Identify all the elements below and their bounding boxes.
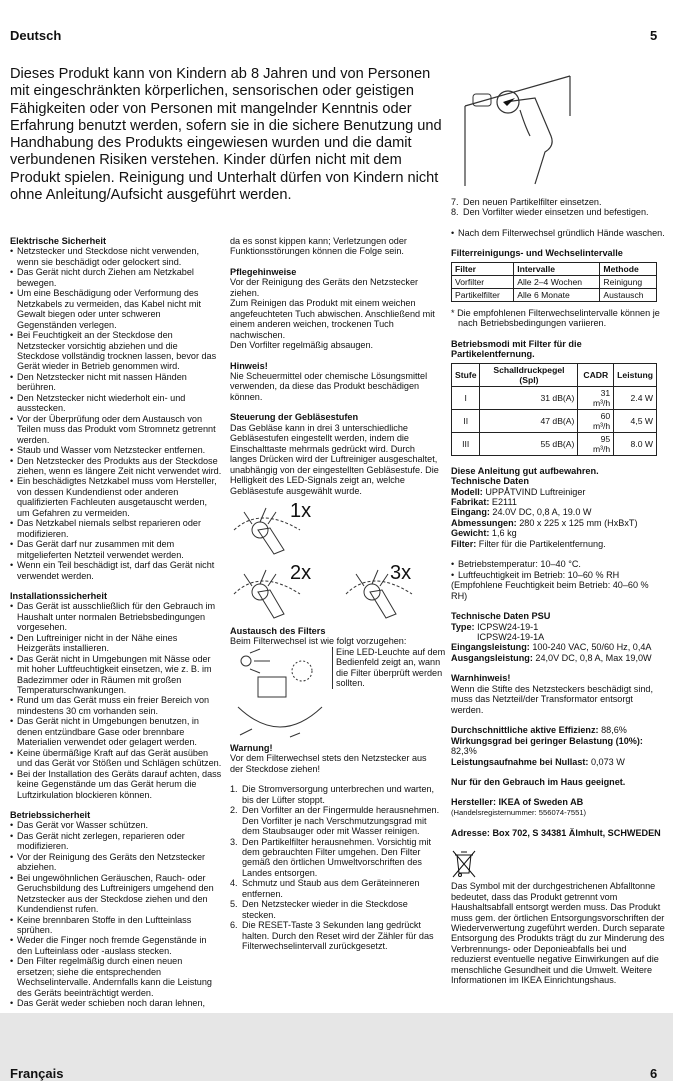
step-text: Den neuen Partikelfilter einsetzen. xyxy=(463,197,602,207)
table-cell: 47 dB(A) xyxy=(480,409,578,432)
warning-title: Warnung! xyxy=(230,742,273,753)
tech-key: Eingang: xyxy=(451,507,490,518)
section-title-fan: Steuerung der Gebläsestufen xyxy=(230,412,359,423)
table-cell: II xyxy=(452,409,480,432)
table-cell: Alle 6 Monate xyxy=(514,288,600,301)
interval-footnote: * Die empfohlenen Filterwechselintervalle können je nach Betriebsbedingungen variieren. xyxy=(451,307,660,329)
table-row xyxy=(452,275,657,288)
crossed-bin-icon xyxy=(451,849,477,879)
electrical-item: • Wenn ein Teil beschädigt ist, darf das Gerät nicht verwendet werden. xyxy=(10,560,222,581)
indoor-only: Nur für den Gebrauch im Haus geeignet. xyxy=(451,776,626,787)
table-cell: III xyxy=(452,432,480,455)
electrical-item: • Um eine Beschädigung oder Verformung des Netzkabels zu vermeiden, das Kabel nicht mit Gewalt biegen oder unter schweren Gegenständen verlegen. xyxy=(10,288,222,330)
operation-item: • Vor der Reinigung des Geräts den Netzstecker abziehen. xyxy=(10,852,222,873)
tech-value: UPPÅTVIND Luftreiniger xyxy=(482,486,586,497)
filter-step xyxy=(230,784,442,805)
press-once-illustration xyxy=(230,500,442,556)
filter-led-note: Eine LED-Leuchte auf dem Bedienfeld zeigt an, wann die Filter überprüft werden sollten. xyxy=(332,647,448,689)
electrical-item: • Das Gerät nicht durch Ziehen am Netzkabel bewegen. xyxy=(10,267,222,288)
psu-type-label: Type: xyxy=(451,621,475,632)
low-load-value: 82,3% xyxy=(451,746,477,757)
filter-step xyxy=(230,837,442,879)
operation-item: • Bei ungewöhnlichen Geräuschen, Rauch- oder Geruchsbildung des Luftreinigers umgehend den Netzstecker aus der Steckdose ziehen und den Kundendienst rufen. xyxy=(10,873,222,915)
installation-item: • Den Luftreiniger nicht in der Nähe eines Heizgeräts installieren. xyxy=(10,633,222,654)
humidity-note: (Empfohlene Feuchtigkeit beim Betrieb: 40–60 % RH) xyxy=(451,580,649,601)
tech-value: 1,6 kg xyxy=(489,528,517,539)
press-label-1x: 1x xyxy=(290,499,312,522)
press-multiple-illustration xyxy=(230,560,442,622)
psu-output-value: 24,0V DC, 0,8 A, Max 19,0W xyxy=(532,652,652,663)
table-cell: 31 m³/h xyxy=(578,386,614,409)
manufacturer-reg: (Handelsregisternummer: 556074-7551) xyxy=(451,807,587,817)
tech-value: E2111 xyxy=(489,496,517,507)
operation-item: • Das Gerät vor Wasser schützen. xyxy=(10,820,222,830)
step-text: Schmutz und Staub aus dem Geräteinneren entfernen. xyxy=(242,878,420,899)
tech-value: 280 x 225 x 125 mm (HxBxT) xyxy=(516,517,638,528)
tech-bullet: • Luftfeuchtigkeit im Betrieb: 10–60 % RH xyxy=(451,570,665,580)
table-row xyxy=(452,432,657,455)
notice-text: Nie Scheuermittel oder chemische Lösungsmittel verwenden, da diese das Produkt beschädigen können. xyxy=(230,370,428,402)
tech-key: Fabrikat: xyxy=(451,496,490,507)
operation-item: • Weder die Finger noch fremde Gegenstände in den Lufteinlass oder -auslass stecken. xyxy=(10,935,222,956)
section-title-operation: Betriebssicherheit xyxy=(10,810,91,821)
interval-table-title: Filterreinigungs- und Wechselintervalle xyxy=(451,248,623,259)
table-cell: Partikelfilter xyxy=(452,288,514,301)
tech-bullet: • Betriebstemperatur: 10–40 °C. xyxy=(451,559,665,569)
column-3 xyxy=(451,197,665,986)
operation-item: • Keine brennbaren Stoffe in den Luftteinlass sprühen. xyxy=(10,915,222,936)
table-cell: Reinigung xyxy=(600,275,657,288)
tech-row xyxy=(451,528,665,538)
electrical-item: • Das Gerät darf nur zusammen mit dem mitgelieferten Netzteil verwendet werden. xyxy=(10,539,222,560)
filter-step xyxy=(230,878,442,899)
tech-row xyxy=(451,539,665,549)
installation-item: • Bei der Installation des Geräts darauf achten, dass keine Gegenstände um das Gerät herum die Luftzirkulation blockieren können. xyxy=(10,769,222,800)
step-text: Den Vorfilter an der Fingermulde herausnehmen. Den Vorfilter je nach Verschmutzungsgrad mit dem Staubsauger oder mit Wasser reinigen. xyxy=(242,805,440,837)
header-page-number: 5 xyxy=(650,28,658,43)
table-cell: 95 m³/h xyxy=(578,432,614,455)
operation-list xyxy=(10,820,222,1008)
table-cell: 4,5 W xyxy=(614,409,657,432)
table-cell: 8.0 W xyxy=(614,432,657,455)
footer-language: Français xyxy=(10,1066,64,1081)
table-header: Filter xyxy=(452,262,514,275)
operation-item: • Den Filter regelmäßig durch einen neuen ersetzen; siehe die entsprechenden Wechselintervalle. Andernfalls kann die Leistung des Geräts beeinträchtigt werden. xyxy=(10,956,222,998)
tech-key: Filter: xyxy=(451,538,477,549)
interval-table xyxy=(451,262,657,302)
efficiency-value: 88,6% xyxy=(598,725,627,736)
keep-instructions: Diese Anleitung gut aufbewahren. xyxy=(451,465,599,476)
reset-button-illustration xyxy=(455,66,575,190)
header-language: Deutsch xyxy=(10,28,62,43)
table-cell: 55 dB(A) xyxy=(480,432,578,455)
efficiency-label: Durchschnittliche aktive Effizienz: xyxy=(451,725,599,736)
modes-table-title: Betriebsmodi mit Filter für die Partikelentfernung. xyxy=(451,338,582,360)
step-number: 5. xyxy=(230,899,238,910)
electrical-item: • Staub und Wasser vom Netzstecker entfernen. xyxy=(10,445,222,455)
operation-item: • Das Gerät weder schieben noch daran lehnen, xyxy=(10,998,222,1008)
press-label-3x: 3x xyxy=(390,561,412,584)
table-cell: Alle 2–4 Wochen xyxy=(514,275,600,288)
care-line: Vor der Reinigung des Geräts den Netzstecker ziehen. xyxy=(230,277,419,298)
table-cell: 60 m³/h xyxy=(578,409,614,432)
psu-warning-text: Wenn die Stifte des Netzsteckers beschädigt sind, muss das Netzteil/der Transformator entsorgt werden. xyxy=(451,683,654,715)
section-title-installation: Installationssicherheit xyxy=(10,590,108,601)
installation-item: • Das Gerät nicht in Umgebungen benutzen, in denen entzündbare Gase oder brennbare Materialien verwendet oder gelagert werden. xyxy=(10,716,222,747)
filter-led-block xyxy=(230,646,446,743)
installation-item: • Das Gerät nicht in Umgebungen mit Nässe oder mit hoher Luftfeuchtigkeit einsetzen, wie z. B. im Badezimmer oder in Räumen mit großen Temperaturschwankungen. xyxy=(10,654,222,696)
filter-steps xyxy=(230,784,442,951)
tech-row xyxy=(451,487,665,497)
table-cell: Vorfilter xyxy=(452,275,514,288)
step-text: Die RESET-Taste 3 Sekunden lang gedrückt halten. Durch den Reset wird der Zähler für das Filterwechselintervall zurückgesetzt. xyxy=(242,920,434,952)
psu-title: Technische Daten PSU xyxy=(451,611,551,622)
step-number: 2. xyxy=(230,805,238,816)
filter-steps-continued xyxy=(451,197,665,218)
tech-key: Modell: xyxy=(451,486,483,497)
table-row xyxy=(452,386,657,409)
step-text: Den Netzstecker wieder in die Steckdose stecken. xyxy=(242,899,408,920)
psu-output-label: Ausgangsleistung: xyxy=(451,652,533,663)
electrical-item: • Den Netzstecker nicht wiederholt ein- und ausstecken. xyxy=(10,393,222,414)
table-cell: 2.4 W xyxy=(614,386,657,409)
section-title-filter-change: Austausch des Filters xyxy=(230,625,326,636)
care-line: Zum Reinigen das Produkt mit einem weichen angefeuchteten Tuch abwischen. Anschließend mit einem anderen weichen, trockenen Tuch nachwischen. xyxy=(230,298,435,340)
electrical-item: • Den Netzstecker nicht mit nassen Händen berühren. xyxy=(10,372,222,393)
filter-step xyxy=(230,805,442,836)
installation-item: • Rund um das Gerät muss ein freier Bereich von mindestens 30 cm vorhanden sein. xyxy=(10,695,222,716)
table-header: CADR xyxy=(578,363,614,386)
section-title-electrical: Elektrische Sicherheit xyxy=(10,236,107,246)
electrical-item: • Das Netzkabel niemals selbst reparieren oder modifizieren. xyxy=(10,518,222,539)
filter-step xyxy=(451,207,665,217)
table-cell: I xyxy=(452,386,480,409)
filter-indicator-illustration xyxy=(230,647,330,743)
electrical-item: • Netzstecker und Steckdose nicht verwenden, wenn sie beschädigt oder gelockert sind. xyxy=(10,246,222,267)
tech-value: Filter für die Partikelentfernung. xyxy=(476,538,606,549)
modes-table xyxy=(451,363,657,456)
step-text: Den Vorfilter wieder einsetzen und befestigen. xyxy=(463,207,649,218)
intro-warning: Dieses Produkt kann von Kindern ab 8 Jahren und von Personen mit eingeschränkten körperlichen, sensorischen oder geistigen Fähigkeiten oder von Personen mit mangelnder Kenntnis oder Erfahrung benutzt werden, sofern sie in die sichere Benutzung und Handhabung des Produkts eingewiesen wurden und die damit verbundenen Risiken verstehen. Kinder dürfen nicht mit dem Produkt spielen. Reinigung und Unterhalt dürfen von Kindern nicht ohne Anleitung/Aufsicht ausgeführt werden. xyxy=(10,66,442,204)
tech-row xyxy=(451,518,665,528)
low-load-label: Wirkungsgrad bei geringer Belastung (10%): xyxy=(451,735,643,746)
tech-row xyxy=(451,497,665,507)
psu-warning-title: Warnhinweis! xyxy=(451,673,511,684)
no-load-label: Leistungsaufnahme bei Nullast: xyxy=(451,756,589,767)
tech-value: 24.0V DC, 0,8 A, 19.0 W xyxy=(489,507,592,518)
filter-step xyxy=(230,899,442,920)
tech-key: Abmessungen: xyxy=(451,517,517,528)
table-cell: 31 dB(A) xyxy=(480,386,578,409)
step-number: 6. xyxy=(230,920,238,931)
table-header: Intervalle xyxy=(514,262,600,275)
manufacturer-label: Hersteller: xyxy=(451,797,496,808)
step-number: 4. xyxy=(230,878,238,889)
electrical-item: • Ein beschädigtes Netzkabel muss vom Hersteller, von dessen Kundendienst oder anderen qualifizierten Fachleuten ausgetauscht werden, um Gefahren zu vermeiden. xyxy=(10,476,222,518)
step-number: 8. xyxy=(451,207,459,218)
continuation-text: da es sonst kippen kann; Verletzungen oder Funktionsstörungen können die Folge sein. xyxy=(230,236,407,257)
table-cell: Austausch xyxy=(600,288,657,301)
tech-specs xyxy=(451,487,665,550)
table-header: Stufe xyxy=(452,363,480,386)
section-title-care: Pflegehinweise xyxy=(230,266,297,277)
filter-step xyxy=(230,920,442,951)
installation-item: • Das Gerät ist ausschließlich für den Gebrauch im Haushalt unter normalen Betriebsbedingungen vorgesehen. xyxy=(10,601,222,632)
manufacturer-address: Adresse: Box 702, S 34381 Älmhult, SCHWEDEN xyxy=(451,828,661,839)
electrical-item: • Den Netzstecker des Produkts aus der Steckdose ziehen, wenn es längere Zeit nicht verwendet wird. xyxy=(10,456,222,477)
table-row xyxy=(452,288,657,301)
tech-bullets xyxy=(451,559,665,580)
column-2 xyxy=(230,236,446,952)
tech-title: Technische Daten xyxy=(451,476,529,487)
warning-text: Vor dem Filterwechsel stets den Netzstecker aus der Steckdose ziehen! xyxy=(230,753,427,774)
tech-row xyxy=(451,507,665,517)
step-text: Den Partikelfilter herausnehmen. Vorsichtig mit dem gebrauchten Filter umgehen. Den Filter gemäß den örtlichen Umweltvorschriften des Landes entsorgen. xyxy=(242,836,432,878)
filter-step xyxy=(451,197,665,207)
table-header: Leistung xyxy=(614,363,657,386)
psu-type-1: ICPSW24-19-1 xyxy=(477,621,539,632)
operation-item: • Das Gerät nicht zerlegen, reparieren oder modifizieren. xyxy=(10,831,222,852)
filter-change-intro: Beim Filterwechsel ist wie folgt vorzugehen: xyxy=(230,636,407,647)
psu-input-value: 100-240 VAC, 50/60 Hz, 0,4A xyxy=(529,642,652,653)
fan-text: Das Gebläse kann in drei 3 unterschiedliche Gebläsestufen eingestellt werden, indem die Einschalttaste mehrmals gedrückt wird. Durch langes Drücken wird der Luftreiniger ausgeschaltet, unabhängig von der eingestellten Gebläsestufe. Die Helligkeit des LED-Signals zeigt an, welche Gebläsestufe ausgewählt wurde. xyxy=(230,422,439,496)
installation-item: • Keine übermäßige Kraft auf das Gerät ausüben und das Gerät vor Stößen und Schlägen schützen. xyxy=(10,748,222,769)
care-line: Den Vorfilter regelmäßig absaugen. xyxy=(230,340,374,351)
installation-list xyxy=(10,601,222,800)
psu-input-label: Eingangsleistung: xyxy=(451,642,530,653)
manufacturer-name: IKEA of Sweden AB xyxy=(496,797,584,808)
table-header: Methode xyxy=(600,262,657,275)
table-header: Schalldruckpegel (Spl) xyxy=(480,363,578,386)
electrical-item: • Vor der Überprüfung oder dem Austausch von Teilen muss das Produkt vom Stromnetz getrennt werden. xyxy=(10,414,222,445)
table-row xyxy=(452,409,657,432)
electrical-item: • Bei Feuchtigkeit an der Steckdose den Netzstecker vorsichtig abziehen und die Steckdose vollständig trocknen lassen, bevor das Gerät wieder in Betrieb genommen wird. xyxy=(10,330,222,372)
step-number: 7. xyxy=(451,197,459,207)
press-label-2x: 2x xyxy=(290,561,312,584)
wash-hands-note: • Nach dem Filterwechsel gründlich Hände waschen. xyxy=(451,228,665,238)
no-load-value: 0,073 W xyxy=(588,756,625,767)
step-number: 1. xyxy=(230,784,238,795)
footer-page-number: 6 xyxy=(650,1066,658,1081)
psu-type-2: ICPSW24-19-1A xyxy=(477,631,545,642)
column-1 xyxy=(10,236,222,1009)
step-text: Die Stromversorgung unterbrechen und warten, bis der Lüfter stoppt. xyxy=(242,784,435,805)
electrical-list xyxy=(10,246,222,581)
tech-key: Gewicht: xyxy=(451,528,490,539)
section-title-notice: Hinweis! xyxy=(230,360,268,371)
disposal-text: Das Symbol mit der durchgestrichenen Abfalltonne bedeutet, dass das Produkt getrennt vom Haushaltsabfall entsorgt werden muss. Das Produkt muss gem. der örtlichen Entsorgungsvorschriften der Wiederverwertung zugeführt werden. Durch separate Entsorgung des Produkts trägt du zur Minderung des Verbrennungs- oder Deponieabfalls bei und reduzierst eventuelle negative Einwirkungen auf die menschliche Gesundheit und die Umwelt. Weitere Informationen im IKEA Einrichtungshaus. xyxy=(451,881,665,986)
step-number: 3. xyxy=(230,836,238,847)
